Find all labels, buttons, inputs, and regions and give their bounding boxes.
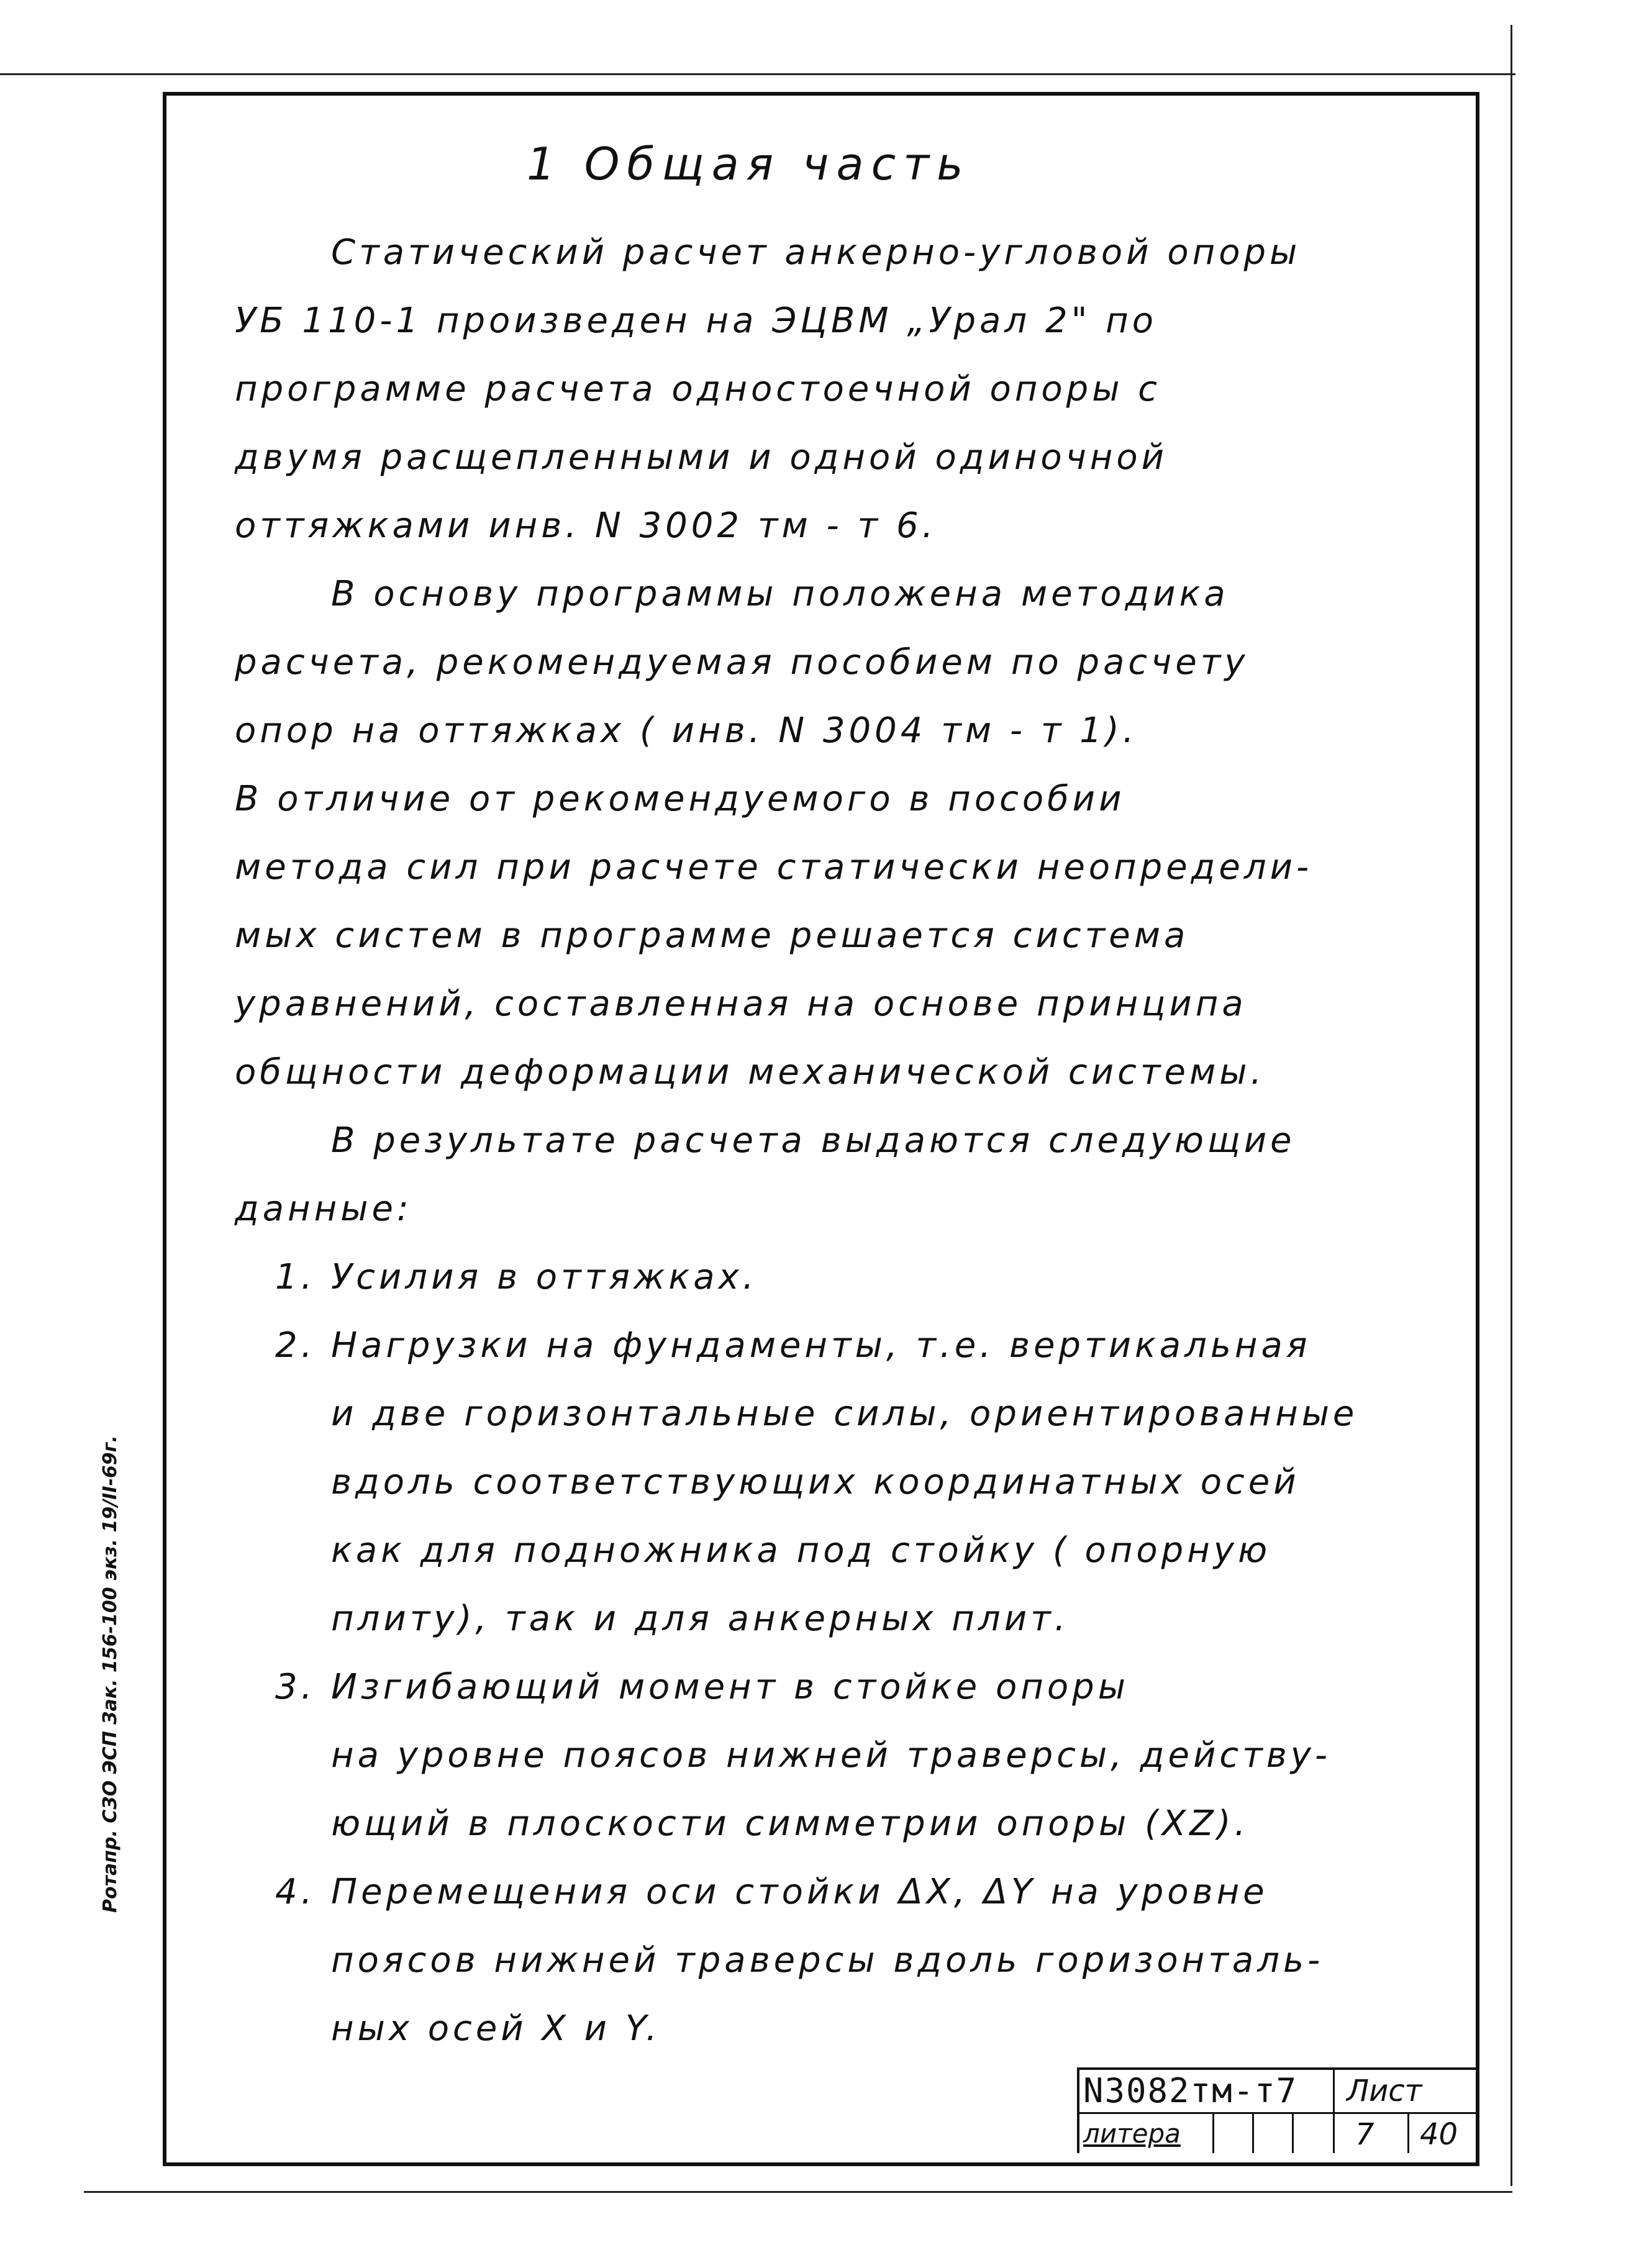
paragraph-1-line: Статический расчет анкерно-угловой опоры bbox=[331, 232, 1301, 273]
paragraph-2-line: В отличие от рекомендуемого в пособии bbox=[235, 779, 1125, 819]
paragraph-2-line: уравнений, составленная на основе принципа bbox=[235, 984, 1247, 1024]
list-item-number: 1. bbox=[275, 1257, 316, 1297]
list-item-line: поясов нижней траверсы вдоль горизонталь- bbox=[331, 1940, 1324, 1980]
stamp-cell-divider bbox=[1252, 2112, 1254, 2153]
paragraph-2-line: общности деформации механической системы. bbox=[235, 1052, 1266, 1092]
bottom-rule bbox=[84, 2191, 1512, 2193]
right-rule bbox=[1511, 25, 1512, 2186]
stamp-divider bbox=[1407, 2112, 1409, 2153]
document-number: N3082тм-т7 bbox=[1083, 2071, 1298, 2110]
list-item-number: 2. bbox=[275, 1325, 316, 1366]
drawing-frame bbox=[163, 92, 1479, 2166]
section-title: 1 Общая часть bbox=[527, 138, 971, 190]
stamp-cell-divider bbox=[1292, 2112, 1294, 2153]
list-item-line: ющий в плоскости симметрии опоры (XZ). bbox=[331, 1803, 1250, 1844]
sheet-label: Лист bbox=[1347, 2074, 1422, 2108]
paragraph-1-line: двумя расщепленными и одной одиночной bbox=[235, 437, 1168, 478]
paragraph-1-line: УБ 110-1 произведен на ЭЦВМ „Урал 2" по bbox=[235, 301, 1158, 341]
stamp-divider bbox=[1333, 2070, 1335, 2153]
list-item-line: Усилия в оттяжках. bbox=[331, 1257, 758, 1297]
list-item-line: Нагрузки на фундаменты, т.е. вертикальная bbox=[331, 1325, 1311, 1366]
liter-label: литера bbox=[1083, 2118, 1181, 2149]
list-item-line: плиту), так и для анкерных плит. bbox=[331, 1599, 1070, 1639]
paragraph-1-line: программе расчета одностоечной опоры с bbox=[235, 369, 1161, 409]
paragraph-2-line: расчета, рекомендуемая пособием по расчету bbox=[235, 642, 1249, 683]
title-block-stamp bbox=[1077, 2067, 1476, 2153]
paragraph-3-line: В результате расчета выдаются следующие bbox=[331, 1120, 1296, 1161]
top-rule bbox=[0, 73, 1515, 75]
paragraph-2-line: опор на оттяжках ( инв. N 3004 тм - т 1). bbox=[235, 710, 1138, 751]
list-item-line: Изгибающий момент в стойке опоры bbox=[331, 1667, 1129, 1707]
paragraph-2-line: В основу программы положена методика bbox=[331, 574, 1229, 614]
total-sheets: 40 bbox=[1420, 2117, 1458, 2152]
list-item-line: ных осей X и Y. bbox=[331, 2008, 661, 2049]
list-item-number: 4. bbox=[275, 1872, 316, 1912]
stamp-divider bbox=[1079, 2112, 1476, 2114]
list-item-line: как для подножника под стойку ( опорную bbox=[331, 1530, 1271, 1571]
paragraph-2-line: метода сил при расчете статически неопредели- bbox=[235, 847, 1313, 887]
list-item-line: на уровне поясов нижней траверсы, действу- bbox=[331, 1735, 1332, 1776]
list-item-line: вдоль соответствующих координатных осей bbox=[331, 1462, 1300, 1502]
paragraph-1-line: оттяжками инв. N 3002 тм - т 6. bbox=[235, 506, 937, 546]
margin-print-note: Ротапр. СЗО ЭСП Зак. 156-100 экз. 19/II-69г. bbox=[99, 1435, 121, 1913]
sheet-number: 7 bbox=[1355, 2117, 1374, 2152]
list-item-line: Перемещения оси стойки ΔX, ΔY на уровне bbox=[331, 1872, 1268, 1912]
paragraph-2-line: мых систем в программе решается система bbox=[235, 915, 1189, 956]
list-item-number: 3. bbox=[275, 1667, 316, 1707]
paragraph-3-line: данные: bbox=[235, 1189, 412, 1229]
stamp-cell-divider bbox=[1212, 2112, 1214, 2153]
list-item-line: и две горизонтальные силы, ориентированные bbox=[331, 1394, 1358, 1434]
